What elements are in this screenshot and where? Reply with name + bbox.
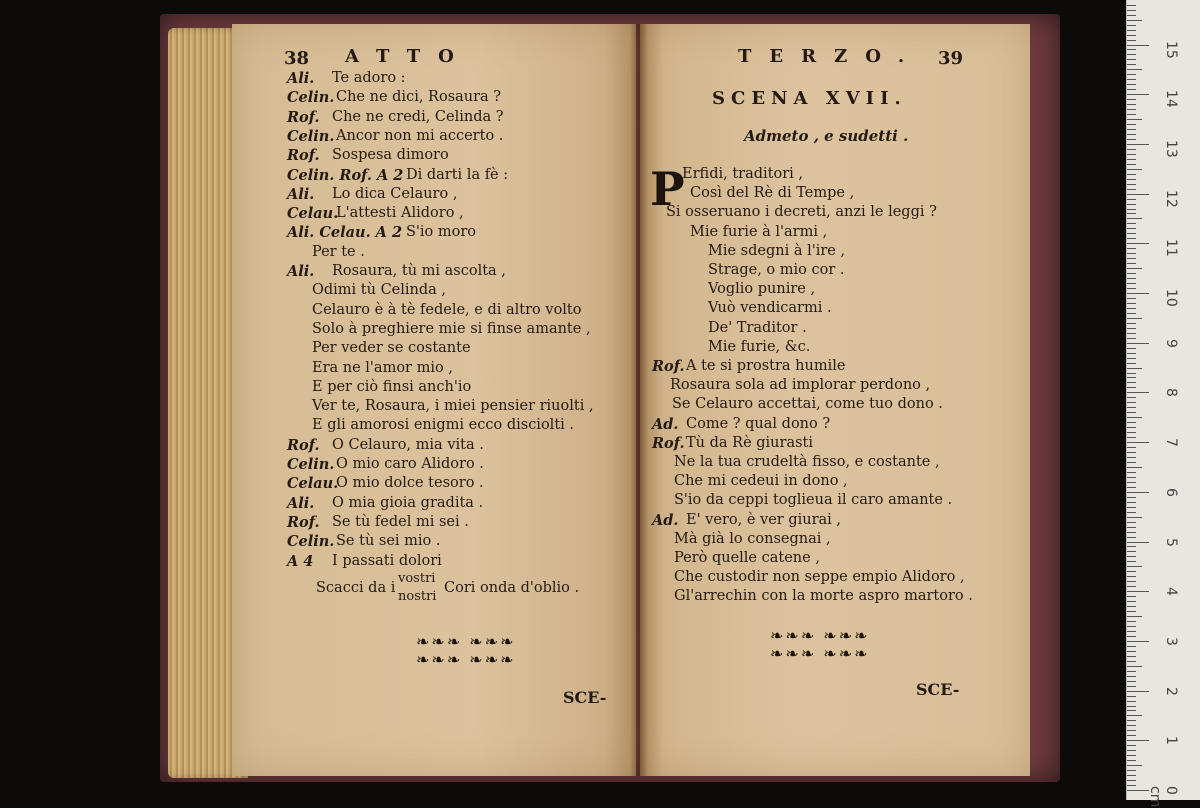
ruler-tick [1127,5,1136,6]
verse-line: Mie furie à l'armi , [690,223,828,240]
ruler-tick [1127,591,1149,592]
verse-line: Sospesa dimoro [332,147,449,164]
ruler-tick [1127,373,1136,374]
ruler-tick [1127,353,1136,354]
ruler-tick [1127,477,1136,478]
verse-line: Come ? qual dono ? [686,415,831,432]
speaker-label: Ali. [287,70,315,87]
verse-line: Se tù sei mio . [336,533,441,550]
ruler-tick [1127,457,1136,458]
speaker-label: Rof. [652,434,685,452]
ruler-tick [1127,154,1136,155]
ruler-tick [1127,412,1136,413]
ruler-label: 15 [1163,40,1179,59]
ruler-tick [1127,556,1136,557]
ruler-tick [1127,194,1149,195]
speaker-label: Celin. [287,127,335,145]
speaker-label: Rof. [287,108,320,126]
ruler-label: 14 [1163,90,1179,109]
ruler-label: 11 [1163,239,1179,258]
ruler-tick [1127,586,1136,587]
ruler-tick [1127,218,1142,219]
ruler-tick [1127,606,1136,607]
ruler-label: 12 [1163,189,1179,208]
ruler-tick [1127,114,1136,115]
verse-line: Per te . [312,243,365,260]
ruler-tick [1127,651,1136,652]
ruler-tick [1127,442,1149,443]
ruler-tick [1127,144,1149,145]
ruler-tick [1127,452,1136,453]
ruler-tick [1127,368,1142,369]
ruler-tick [1127,422,1136,423]
ruler-tick [1127,204,1136,205]
ruler-tick [1127,124,1136,125]
verse-line: Mie sdegni à l'ire , [708,242,846,259]
ruler-tick [1127,387,1136,388]
left-catchword: SCE- [563,688,607,707]
ruler-tick [1127,263,1136,264]
ruler-tick [1127,64,1136,65]
ruler-tick [1127,363,1136,364]
ruler-tick [1127,40,1136,41]
final-line-pre: Scacci da i [316,580,396,596]
ruler-tick [1127,621,1136,622]
ruler-tick [1127,189,1136,190]
ruler-label: 0 cm [1147,786,1179,808]
ruler-label: 3 [1163,636,1179,646]
ruler-tick [1127,308,1136,309]
speaker-label: Ad. [652,415,679,433]
speaker-label: Rof. [287,147,320,165]
speaker-label: Rof. [287,513,320,531]
speaker-label: Celau. [287,475,339,493]
speaker-label: A 4 [287,552,314,570]
ruler-label: 4 [1163,587,1179,597]
verse-line: L'attesti Alidoro , [336,205,464,222]
ruler-tick [1127,696,1136,697]
measuring-ruler [1126,0,1200,808]
ruler-tick [1127,99,1136,100]
verse-line: Solo à preghiere mie si finse amante , [312,320,591,337]
speaker-label: Ali. [287,263,315,280]
ruler-tick [1127,35,1136,36]
verse-line: Però quelle catene , [674,550,820,566]
ruler-tick [1127,209,1136,210]
verse-line: S'io da ceppi toglieua il caro amante . [674,492,953,509]
verse-line: Ancor non mi accerto . [336,127,504,144]
verse-line: De' Traditor . [708,319,807,336]
ruler-tick [1127,318,1142,319]
verse-line: Lo dica Celauro , [332,185,458,202]
left-running-head: ATTO [345,46,472,67]
ruler-tick [1127,512,1136,513]
ruler-tick [1127,149,1136,150]
ruler-tick [1127,770,1136,771]
verse-line: Rosaura, tù mi ascolta , [332,263,506,279]
ruler-tick [1127,492,1149,493]
ruler-tick [1127,740,1149,741]
ruler-tick [1127,507,1136,508]
ruler-tick [1127,571,1136,572]
ruler-tick [1127,348,1136,349]
ruler-label: 9 [1163,338,1179,348]
ruler-label: 2 [1163,686,1179,696]
ruler-tick [1127,248,1136,249]
ruler-tick [1127,45,1149,46]
verse-line: Erfidi, traditori , [682,166,803,182]
ruler-tick [1127,720,1136,721]
ruler-tick [1127,616,1142,617]
verse-line: A te si prostra humile [686,358,846,374]
ruler-tick [1127,179,1136,180]
verse-line: Che custodir non seppe empio Alidoro , [674,569,965,586]
ruler-tick [1127,482,1136,483]
right-page-number: 39 [938,48,964,69]
ruler-tick [1127,760,1136,761]
speaker-label: Rof. [652,358,685,375]
ruler-tick [1127,581,1136,582]
verse-line: O mio caro Alidoro . [336,456,484,472]
right-catchword: SCE- [916,680,960,699]
verse-line: Si osseruano i decreti, anzi le leggi ? [666,204,937,221]
ruler-tick [1127,228,1136,229]
ruler-tick [1127,258,1136,259]
ruler-tick [1127,169,1142,170]
left-ornament-top: ❧❧❧ ❧❧❧ [416,632,516,651]
ruler-tick [1127,417,1142,418]
ruler-tick [1127,164,1136,165]
ruler-tick [1127,10,1136,11]
ruler-tick [1127,447,1136,448]
ruler-tick [1127,775,1136,776]
ruler-tick [1127,392,1149,393]
ruler-tick [1127,407,1136,408]
verse-line: O mio dolce tesoro . [336,475,484,492]
ruler-tick [1127,213,1136,214]
left-ornament-bottom: ❧❧❧ ❧❧❧ [416,650,516,669]
ruler-tick [1127,243,1149,244]
ruler-tick [1127,780,1136,781]
ruler-tick [1127,715,1142,716]
ruler-tick [1127,710,1136,711]
ruler-tick [1127,730,1136,731]
ruler-tick [1127,69,1142,70]
verse-line: Celauro è à tè fedele, e di altro volto [312,301,582,318]
speaker-label: Ad. [652,511,679,529]
ruler-tick [1127,20,1142,21]
ruler-tick [1127,681,1136,682]
ruler-tick [1127,288,1136,289]
ruler-tick [1127,745,1136,746]
ruler-tick [1127,666,1142,667]
ruler-tick [1127,49,1136,50]
ruler-tick [1127,273,1136,274]
ruler-label: 7 [1163,438,1179,448]
final-line-alt-top: vostri [398,571,436,586]
verse-line: Ne la tua crudeltà fisso, e costante , [674,454,940,470]
ruler-tick [1127,59,1136,60]
ruler-tick [1127,358,1136,359]
verse-line: E gli amorosi enigmi ecco disciolti . [312,417,574,434]
right-ornament-top: ❧❧❧ ❧❧❧ [770,626,870,645]
ruler-tick [1127,84,1136,85]
speaker-label: Celau. [287,205,339,223]
ruler-tick [1127,402,1136,403]
verse-line: Era ne l'amor mio , [312,359,453,376]
ruler-tick [1127,522,1136,523]
ruler-tick [1127,89,1136,90]
ruler-tick [1127,537,1136,538]
verse-line: Rosaura sola ad implorar perdono , [670,377,931,394]
ruler-tick [1127,691,1149,692]
ruler-tick [1127,104,1136,105]
drop-cap: P [650,162,685,216]
final-line-alt-bottom: nostri [398,589,437,604]
ruler-tick [1127,671,1136,672]
ruler-tick [1127,119,1142,120]
ruler-tick [1127,596,1136,597]
verse-line: Se tù fedel mi sei . [332,513,469,530]
ruler-label: 5 [1163,537,1179,547]
ruler-tick [1127,661,1136,662]
ruler-tick [1127,517,1142,518]
scene-title: SCENA XVII. [712,88,907,109]
ruler-tick [1127,497,1136,498]
right-running-head: TERZO. [738,46,923,67]
ruler-tick [1127,427,1136,428]
ruler-tick [1127,109,1136,110]
ruler-tick [1127,233,1136,234]
ruler-tick [1127,159,1136,160]
speaker-label: Rof. [287,436,320,454]
verse-line: Che ne dici, Rosaura ? [336,89,502,106]
verse-line: Che ne credi, Celinda ? [332,108,504,125]
book-gutter [630,24,648,776]
verse-line: Mà già lo consegnai , [674,530,831,547]
ruler-tick [1127,551,1136,552]
speaker-label: Celin. [287,533,335,551]
ruler-tick [1127,377,1136,378]
speaker-label: Celin. [287,89,335,107]
ruler-tick [1127,646,1136,647]
ruler-label: 13 [1163,139,1179,158]
ruler-tick [1127,626,1136,627]
verse-line: O Celauro, mia vita . [332,436,484,453]
ruler-tick [1127,333,1136,334]
speaker-label: Ali. Celau. A 2 [287,224,403,242]
ruler-tick [1127,785,1136,786]
verse-line: I passati dolori [332,552,442,569]
ruler-tick [1127,223,1136,224]
verse-line: Per veder se costante [312,340,471,357]
ruler-tick [1127,532,1136,533]
ruler-tick [1127,15,1136,16]
final-line-post: Cori onda d'oblio . [444,580,580,596]
ruler-tick [1127,303,1136,304]
verse-line: S'io moro [406,224,477,241]
ruler-tick [1127,437,1136,438]
ruler-tick [1127,134,1136,135]
ruler-tick [1127,323,1136,324]
ruler-tick [1127,94,1149,95]
verse-line: Se Celauro accettai, come tuo dono . [672,396,943,413]
speaker-label: Celin. [287,456,335,473]
ruler-tick [1127,676,1136,677]
ruler-tick [1127,25,1136,26]
ruler-tick [1127,268,1142,269]
ruler-tick [1127,641,1149,642]
ruler-tick [1127,487,1136,488]
ruler-tick [1127,382,1136,383]
verse-line: Tù da Rè giurasti [686,434,814,451]
verse-line: Gl'arrechin con la morte aspro martoro . [674,588,973,605]
ruler-tick [1127,706,1136,707]
verse-line: Odimi tù Celinda , [312,282,447,299]
ruler-tick [1127,631,1136,632]
ruler-tick [1127,397,1136,398]
ruler-tick [1127,432,1136,433]
ruler-tick [1127,566,1142,567]
ruler-tick [1127,293,1149,294]
ruler-tick [1127,467,1142,468]
ruler-tick [1127,656,1136,657]
ruler-tick [1127,283,1136,284]
ruler-tick [1127,472,1136,473]
ruler-tick [1127,750,1136,751]
speaker-label: Ali. [287,494,315,512]
ruler-tick [1127,79,1136,80]
speaker-label: Celin. Rof. A 2 [287,166,404,184]
verse-line: Te adoro : [332,70,406,86]
ruler-tick [1127,790,1149,791]
ruler-tick [1127,184,1136,185]
left-page-number: 38 [284,48,310,69]
verse-line: Strage, o mio cor . [708,262,845,278]
ruler-tick [1127,701,1136,702]
ruler-tick [1127,278,1136,279]
ruler-tick [1127,765,1142,766]
ruler-tick [1127,542,1149,543]
ruler-tick [1127,601,1136,602]
verse-line: Ver te, Rosaura, i miei pensier riuolti , [312,398,594,415]
ruler-tick [1127,527,1136,528]
verse-line: E' vero, è ver giurai , [686,511,842,528]
ruler-tick [1127,54,1136,55]
ruler-tick [1127,686,1136,687]
verse-line: Di darti la fè : [406,166,509,183]
right-ornament-bottom: ❧❧❧ ❧❧❧ [770,644,870,663]
scene-subtitle: Admeto , e sudetti . [744,127,909,145]
ruler-tick [1127,725,1136,726]
ruler-label: 6 [1163,487,1179,497]
verse-line: Voglio punire , [708,281,816,298]
ruler-tick [1127,313,1136,314]
ruler-tick [1127,462,1136,463]
ruler-tick [1127,253,1136,254]
ruler-tick [1127,139,1136,140]
ruler-tick [1127,611,1136,612]
ruler-tick [1127,735,1136,736]
ruler-label: 8 [1163,388,1179,398]
ruler-tick [1127,338,1136,339]
ruler-tick [1127,238,1136,239]
ruler-label: 10 [1163,289,1179,307]
ruler-tick [1127,502,1136,503]
ruler-tick [1127,576,1136,577]
ruler-tick [1127,30,1136,31]
ruler-tick [1127,129,1136,130]
verse-line: Mie furie, &c. [708,338,811,355]
ruler-tick [1127,561,1136,562]
ruler-tick [1127,199,1136,200]
ruler-tick [1127,328,1136,329]
verse-line: Vuò vendicarmi . [708,300,832,317]
speaker-label: Ali. [287,185,315,203]
ruler-tick [1127,636,1136,637]
verse-line: Così del Rè di Tempe , [690,185,855,202]
verse-line: E per ciò finsi anch'io [312,378,472,395]
ruler-tick [1127,74,1136,75]
ruler-label: 1 [1163,736,1179,746]
verse-line: Che mi cedeui in dono , [674,473,848,490]
ruler-tick [1127,343,1149,344]
ruler-tick [1127,174,1136,175]
ruler-tick [1127,546,1136,547]
ruler-tick [1127,298,1136,299]
verse-line: O mia gioia gradita . [332,494,484,511]
ruler-tick [1127,755,1136,756]
